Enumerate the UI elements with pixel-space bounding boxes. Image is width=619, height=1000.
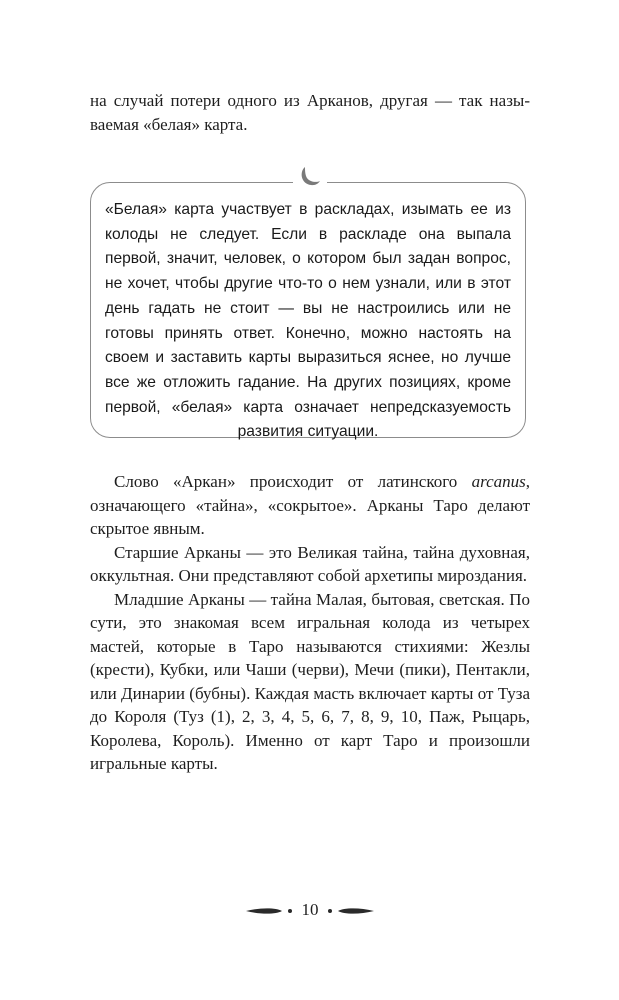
callout-text: «Белая» карта участвует в раскладах, изымать ее из колоды не следует. Если в раскладе она выпала первой, значит, человек, о котором был задан вопрос, не хочет, чтобы другие что-то о нем узнали, или в этот день гадать не стоит — вы не настроились или не готовы принять ответ. Конечно, можно настоять на своем и заставить карты выразиться яснее, но лучше все же отложить гадание. На других позициях, кроме первой, «белая» карта означает непредсказуемость развития ситуации. xyxy=(105,201,511,441)
paragraph-1-start: Слово «Аркан» происходит от латинского xyxy=(114,472,472,491)
page-number: 10 xyxy=(301,900,319,919)
paragraph-1-end: , означающего «тайна», «сокрытое». Арканы Таро делают скрытое явным. xyxy=(90,472,530,538)
crescent-moon-icon xyxy=(293,164,327,190)
latin-term: arcanus xyxy=(471,472,526,491)
intro-paragraph xyxy=(90,89,530,136)
page-footer xyxy=(240,896,380,926)
main-text xyxy=(90,470,530,776)
paragraph-minor-arcana: Младшие Арканы — тайна Малая, бытовая, светская. По сути, это знакомая всем игральная колода из четырех мастей, которые в Таро называются стихиями: Жезлы (крести), Кубки, или Чаши (черви), Мечи (пики), Пентакли, или Динарии (бубны). Каждая масть включает карты от Туза до Короля (Туз (1), 2, 3, 4, 5, 6, 7, 8, 9, 10, Паж, Рыцарь, Королева, Король). Именно от карт Таро и произошли игральные карты. xyxy=(90,589,530,773)
paragraph-arcana-origin xyxy=(90,470,530,541)
callout-box xyxy=(90,182,526,441)
intro-line-2: ваемая «белая» карта. xyxy=(90,114,248,134)
intro-line-1: на случай потери одного из Арканов, другая — так назы- xyxy=(90,91,530,110)
paragraph-major-arcana: Старшие Арканы — это Великая тайна, тайна духовная, оккультная. Они представляют собой архетипы мироздания. xyxy=(90,542,530,585)
